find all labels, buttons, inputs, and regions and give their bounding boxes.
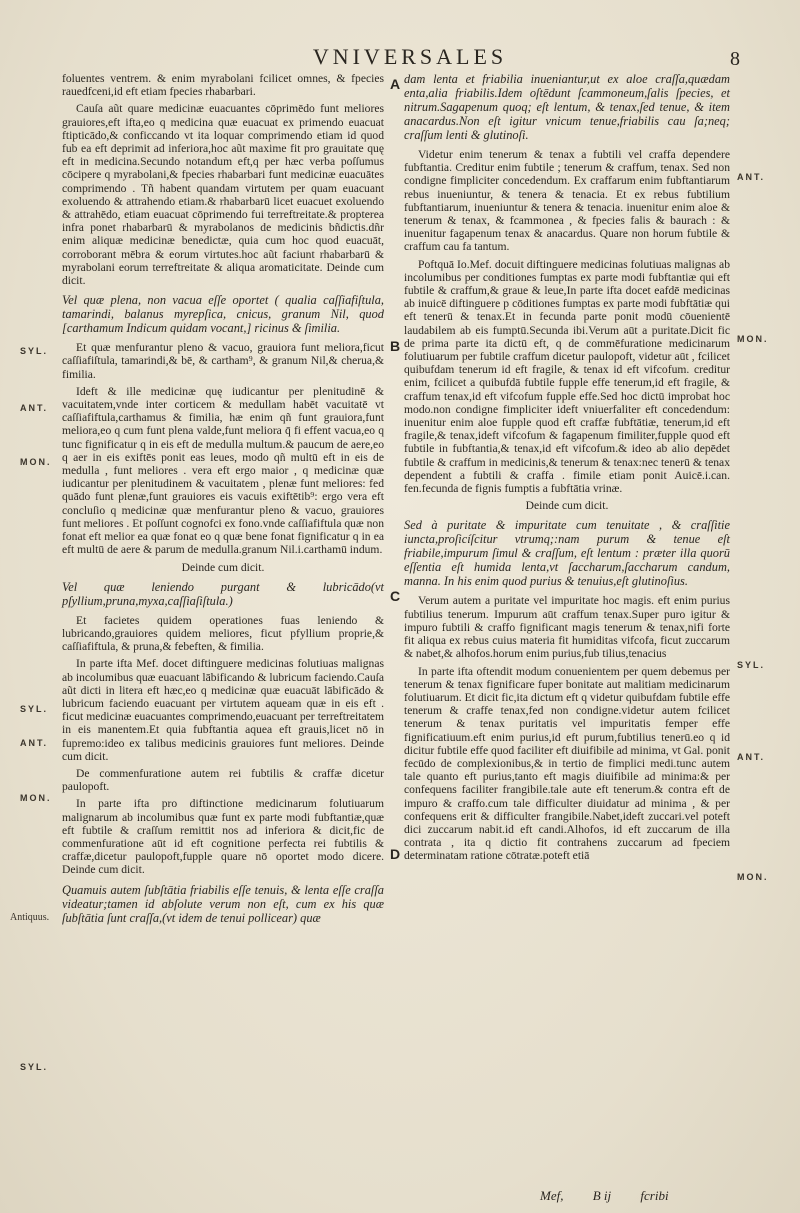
paragraph: Videtur enim tenerum & tenax a fubtili vel craffa dependere fubftantia. Creditur enim fubtile ; tenerum & craffum, tenax. Sed non condigne fimpliciter concedendum. Ex craffarum enim fubftantiarum rebus inueniuntur, & tenera & tenacia. Et ex rebus fubtilium fubftantiarum, inueniuntur & tenera & tenacia. inuenitur enim aloe & tenerum & tenax, & fcammonea , & fpecies falis & baurach : & inuenitur fagapenum tenax & anacardus. Quare non horum fubtile & craffum cau fa tantum.: [404, 148, 730, 254]
paragraph: In parte ifta pro diftinctione medicinarum folutiuarum malignarum ab incolumibus quæ funt ex parte modi fubftantiæ,quæ eft fubtile & craſſum remittit nos ad inferiora & dicit,fic de commenfuratione aūt id eft cognitione perfecta rei fubtilis & craffæ,dicetur paulopoft,fupple quare nō oportet modo dicere. Deinde cum dicit.: [62, 797, 384, 877]
margin-label-mon: MON.: [737, 872, 769, 882]
signature-line: [540, 1188, 695, 1204]
folio-number: 8: [730, 48, 740, 70]
lemma-text: Vel quæ plena, non vacua eſſe oportet ( qualia caſſiafiſtula, tamarindi, balanus myrepſica, cnicus, granum Nil, quod [carthamum Indicum quidam vocant,] ricinus & ſimilia.: [62, 293, 384, 336]
margin-label-mon: MON.: [737, 334, 769, 344]
left-column: [62, 72, 384, 931]
section-letter-a: A: [390, 76, 401, 92]
lemma-text: Quamuis autem ſubſtātia friabilis eſſe tenuis, & lenta eſſe craſſa videatur;tamen id abſolute verum non eſt, cum ex his quæ ſubſtātia ſunt craſſa,(vt idem de tenui pollicear) quæ: [62, 882, 384, 925]
catchword: Mef,: [540, 1188, 564, 1203]
paragraph: Ideft & ille medicinæ quę iudicantur per plenitudinē & vacuitatem,vnde inter corticem & medullam habēt vacuitatē vt caſſiafiftula,carthamus & fimilia, hæ enim qñ funt grauiora,funt meliora,eo q cum funt plena valde,funt meliora q̄ fi effent vacua,eo q tunc fignificatur q in eis eft de medulla multum.& paucum de aere,eo q aer in eis exiftēs ponit eas leues, modo qñ multū eft in eis de medulla , funt meliores . vera eft ergo maior , q medicinæ quæ iudicantur per plenitudinem & vacuitatem , plenæ funt meliores: fed quādo funt plenæ,funt grauiores eis vacuis exiftētib⁹: ergo vera eft concluſio q medicinæ quæ menfurantur pleno & vacuo, grauiores funt meliores . Et poſſunt cognofci ex fono.vnde caſſiafiftula quæ non fonat eft melior ea quæ fonat eo q quæ bene fonat fignificatur q in ea eft multū de aere & parum de medulla.granum Nil.i.carthamū indum.: [62, 384, 384, 557]
lemma-text: Vel quæ leniendo purgant & lubricādo(vt pſyllium,pruna,myxa,caſſiaſiſtula.): [62, 579, 384, 608]
paragraph: Et facietes quidem operationes fuas leniendo & lubricando,grauiores quidem meliores, ficut pfyllium proprie,& caſſiafiftula, & pruna,& febeften, & fimilia.: [62, 613, 384, 654]
section-letter-d: D: [390, 846, 401, 862]
margin-label-ant: ANT.: [20, 738, 48, 748]
paragraph: Cauſa aũt quare medicinæ euacuantes cōprimēdo funt meliores grauiores,eft ifta,eo q medicina quæ euacuat ex primendo euacuat ftipticādo,& conficcando vt ita loquar comprimendo etiam id quod fub ea eft deprimit ad inferiora,hoc aũt maxime fit pro grauitate quę eft in medicina.Secundo notandum eft,q per hæc verba poſſumus cōcipere q myrabolani,& fpecies rhabarbari funt medicinæ euacuātes comprimendo . Tñ habent quandam virtutem per quam euacuant exoluendo & attrahendo etiam.& rhabarbarū licet euacuet exoluendo & attrahēdo, etiam euacuat cōprimendo fui terreftreitate.& propterea infra ponet rhabarbarū & myrabolanos de medicinis bñdictis.dñr enim aliquæ medicinæ benedictæ, quia cum hoc quod euacuāt, corroborant mēbra & eorum virtutes.hoc aũt faciunt rhabarbarū & myrabolani eorum terreftreitate & aliqua aromaticitate. Deinde cum dicit.: [62, 102, 384, 288]
margin-label-mon: MON.: [20, 457, 52, 467]
margin-label-antiquus: Antiquus.: [10, 912, 50, 923]
margin-label-ant: ANT.: [20, 403, 48, 413]
paragraph: Verum autem a puritate vel impuritate hoc magis. eft enim purius fubtilius tenerum. Impurum aūt craffum tenax.Super puro igitur & impuro fubtili & craffo fignificant magis tenerum & tenax,nifi forte fit aliqua ex rebus cuius materia fit humiditas vifcofa, ficut zuccarum & nabet,& alhofos.horum enim purius,fub tilius,tenacius: [404, 594, 730, 661]
transition-line: Deinde cum dicit.: [181, 560, 265, 574]
margin-label-syl: SYL.: [20, 346, 49, 356]
margin-label-syl: SYL.: [737, 660, 766, 670]
margin-label-syl: SYL.: [20, 1062, 49, 1072]
catchword: fcribi: [640, 1188, 669, 1203]
paragraph: De commenfuratione autem rei fubtilis & craffæ dicetur paulopoft.: [62, 766, 384, 794]
running-title: VNIVERSALES: [312, 44, 508, 69]
signature-mark: B ij: [592, 1188, 612, 1203]
margin-label-ant: ANT.: [737, 752, 765, 762]
section-letter-b: B: [390, 338, 401, 354]
paragraph: In parte ifta oftendit modum conuenientem per quem debemus per tenerum & tenax fignificare fuper bonitate aut malitiam medicinarum folutiuarum. Et dicit fic,ita dictum eft q videtur quibufdam fubtile effe tenerum & craffe tenax,fed non condigne.videtur autem fcilicet tenerum & tenax puritatis vel impuritatis femper effe fignificatiuum.eft enim purius,id eft purum,fubtilius tenerū.eo q id dicitur fubtile effe quod faciliter eft diuifibile ad minima, vt Gal. ponit fecūdo de complexionibus,& in tertio de fimplici medi.tunc autem tale quanto eft purius,tanto eft magis diuifibile ad minima:& per confequens faciliter frangibile.tale aute eft tenerum.& contra eft de impuro & craffo.cum tale difficulter diuidatur ad minima , & per confequens erit & difficulter frangibile.Nabet,ideft zuccari.vel poteft dici zuccarum nabit.id eft candi.Alhofos, id eft zuccarum de illa contrata , ita q dictio fit contrahens zuccarum ad fpeciem determinatam ratione cōtratæ.poteft etiā: [404, 664, 730, 863]
margin-label-mon: MON.: [20, 793, 52, 803]
margin-label-ant: ANT.: [737, 172, 765, 182]
margin-label-syl: SYL.: [20, 704, 49, 714]
transition-line: Deinde cum dicit.: [525, 499, 609, 513]
paragraph: foluentes ventrem. & enim myrabolani fcilicet omnes, & fpecies rauedfceni,id eft etiam fpecies rhabarbari.: [62, 72, 384, 99]
lemma-text: dam lenta et friabilia inueniantur,ut ex aloe craſſa,quædam enta,alia friabilis.Idem oſtēdunt ſcammoneum,ſalis ſpecies, et nitrum.Sagapenum quoq; eſt lentum, & tenax,ſed tenue, & item anacardus.Non eſt igitur vnicum tenue,friabilis cau ſa;neq; craſſum lenti & glutinoſi.: [404, 72, 730, 142]
paragraph: Et quæ menfurantur pleno & vacuo, grauiora funt meliora,ficut caſſiafiſtula, tamarindi,& bē, & cartham⁹, & granum Nil,& cherua,& fimilia.: [62, 341, 384, 381]
section-letter-c: C: [390, 588, 401, 604]
lemma-text: Sed à puritate & impuritate cum tenuitate , & craſſitie iuncta,proſicíſcitur vtrumq;:nam purum & tenue eſt friabile,impurum ſimul & craſſum, eſt lentum : præter illa quorū eſſentia eſt humida lenta,vt ſaccharum,ſaccharum candum, manna. In his enim quod purius & tenuius,eſt glutinoſius.: [404, 518, 730, 589]
right-column: [404, 72, 730, 867]
paragraph: Poftquā Io.Mef. docuit diftinguere medicinas folutiuas malignas ab incolumibus per conditiones fumptas ex parte modi fubftantiæ qui eft fubtile & craffum,& graue & leue,In parte ifta docet eafdē medicinas ab inuicē diftinguere p cōditiones fumptas ex parte modi fubftātiæ qui eft tenerū & tenax.Et in fecunda parte ponit modū cōuenientē laudabilem ab eis fumptū.Secunda ibi.Verum aūt a puritate.Dicit fic de prima parte ita dictū eft, q de commēfuratione medicinarum folutiuarum per fubtile craffum dicetur paulopoft, videtur aūt , fcilicet quibufdam tenerum id eft fragile, & tenax id eft vifcofum. creditur enim, fcilicet a quibufdā fubtile fupple effe tenerum,id eft fragile, & craffum tenax,id eft vifcofum fupple effe.Sed hoc dictū improbat hoc modo.non condigne fimpliciter ideft vniuerfaliter eft concedendum: inuenitur enim aloe fupple quod eft craffæ fubftātiæ, tenerum,id eft fragile,& tenax,ideft vifcofum & fagapenum fimiliter,fupple quod eft fubtile in fubftantia,& tenax,id eft vifcofum.& ideo ab alio depēdet fubtile & craffum in medicinis,& tenerum & tenax:nec tenerū & tenax dependent a fubtili & craffa . fimile etiam ponit Auicē.i.can. fen.fecunda de fignis fumptis a fubftātia vrinæ.: [404, 257, 730, 496]
paragraph: In parte ifta Mef. docet diftinguere medicinas folutiuas malignas ab incolumibus quæ euacuant lābificando & lubricum faciendo.Cauſa aũt dicti in litera eft hæc,eo q medicinæ quæ euacuāt lābificādo & lubricum faciendo euacuant per virtutem aqueam quæ in eis eft . ficut medicinæ euacuantes comprimendo,euacuant per terreftreitatem in eis manentem.Et quia fubftantia aquea eft grauis,licet nō in fupremo:ideo ex talibus medicinis grauiores funt meliores. Deinde cum dicit.: [62, 657, 384, 763]
